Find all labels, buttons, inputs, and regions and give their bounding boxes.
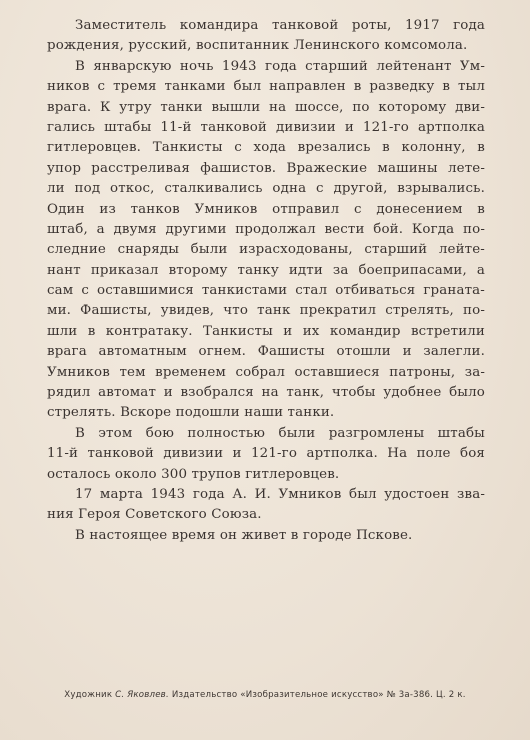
publisher-colophon bbox=[0, 690, 530, 700]
text-line: шли в контратаку. Танкисты и их командир встретили bbox=[47, 323, 485, 339]
biography-text bbox=[47, 16, 485, 546]
text-line: рядил автомат и взобрался на танк, чтобы удобнее было bbox=[47, 385, 485, 401]
text-line: В этом бою полностью были разгромлены штабы bbox=[75, 425, 485, 441]
text-line: врага. К утру танки вышли на шоссе, по которому дви- bbox=[47, 99, 485, 115]
publisher-info: Издательство «Изобразительное искусство» № 3а-386. Ц. 2 к. bbox=[171, 690, 466, 700]
text-line: 11-й танковой дивизии и 121-го артполка. На поле боя bbox=[47, 446, 485, 462]
artist-name: С. Яковлев. bbox=[115, 690, 169, 700]
text-line: Заместитель командира танковой роты, 1917 года bbox=[75, 18, 485, 33]
text-line: ников с тремя танками был направлен в разведку в тыл bbox=[47, 79, 485, 95]
paragraph bbox=[47, 57, 485, 424]
text-line: упор расстреливая фашистов. Вражеские машины лете- bbox=[47, 160, 485, 176]
text-line: 17 марта 1943 года А. И. Умников был удостоен зва- bbox=[75, 486, 485, 502]
text-line: осталось около 300 трупов гитлеровцев. bbox=[47, 466, 340, 482]
text-line: врага автоматным огнем. Фашисты отошли и залегли. bbox=[47, 344, 485, 360]
text-line: нант приказал второму танку идти за боеприпасами, а bbox=[47, 262, 485, 278]
text-line: В январскую ночь 1943 года старший лейтенант Ум- bbox=[75, 58, 485, 74]
text-line: Один из танков Умников отправил с донесением в bbox=[47, 201, 485, 217]
text-line: ми. Фашисты, увидев, что танк прекратил стрелять, по- bbox=[47, 303, 485, 319]
text-line: гались штабы 11-й танковой дивизии и 121-го артполка bbox=[47, 119, 485, 135]
text-line: штаб, а двумя другими продолжал вести бой. Когда по- bbox=[47, 221, 485, 237]
text-line: ния Героя Советского Союза. bbox=[47, 507, 262, 523]
artist-label: Художник bbox=[64, 690, 113, 700]
text-line: сам с оставшимися танкистами стал отбиваться граната- bbox=[47, 283, 485, 299]
text-line: рождения, русский, воспитанник Ленинского комсомола. bbox=[47, 38, 468, 54]
text-line: следние снаряды были израсходованы, старший лейте- bbox=[47, 242, 485, 258]
text-line: стрелять. Вскоре подошли наши танки. bbox=[47, 405, 335, 421]
paragraph bbox=[47, 16, 485, 57]
text-line: ли под откос, сталкивались одна с другой, взрывались. bbox=[47, 181, 485, 197]
paragraph bbox=[47, 424, 485, 485]
text-line: В настоящее время он живет в городе Пскове. bbox=[75, 527, 413, 543]
paragraph bbox=[47, 526, 485, 546]
text-line: Умников тем временем собрал оставшиеся патроны, за- bbox=[47, 364, 485, 380]
text-line: гитлеровцев. Танкисты с хода врезались в колонну, в bbox=[47, 140, 485, 156]
paragraph bbox=[47, 485, 485, 526]
